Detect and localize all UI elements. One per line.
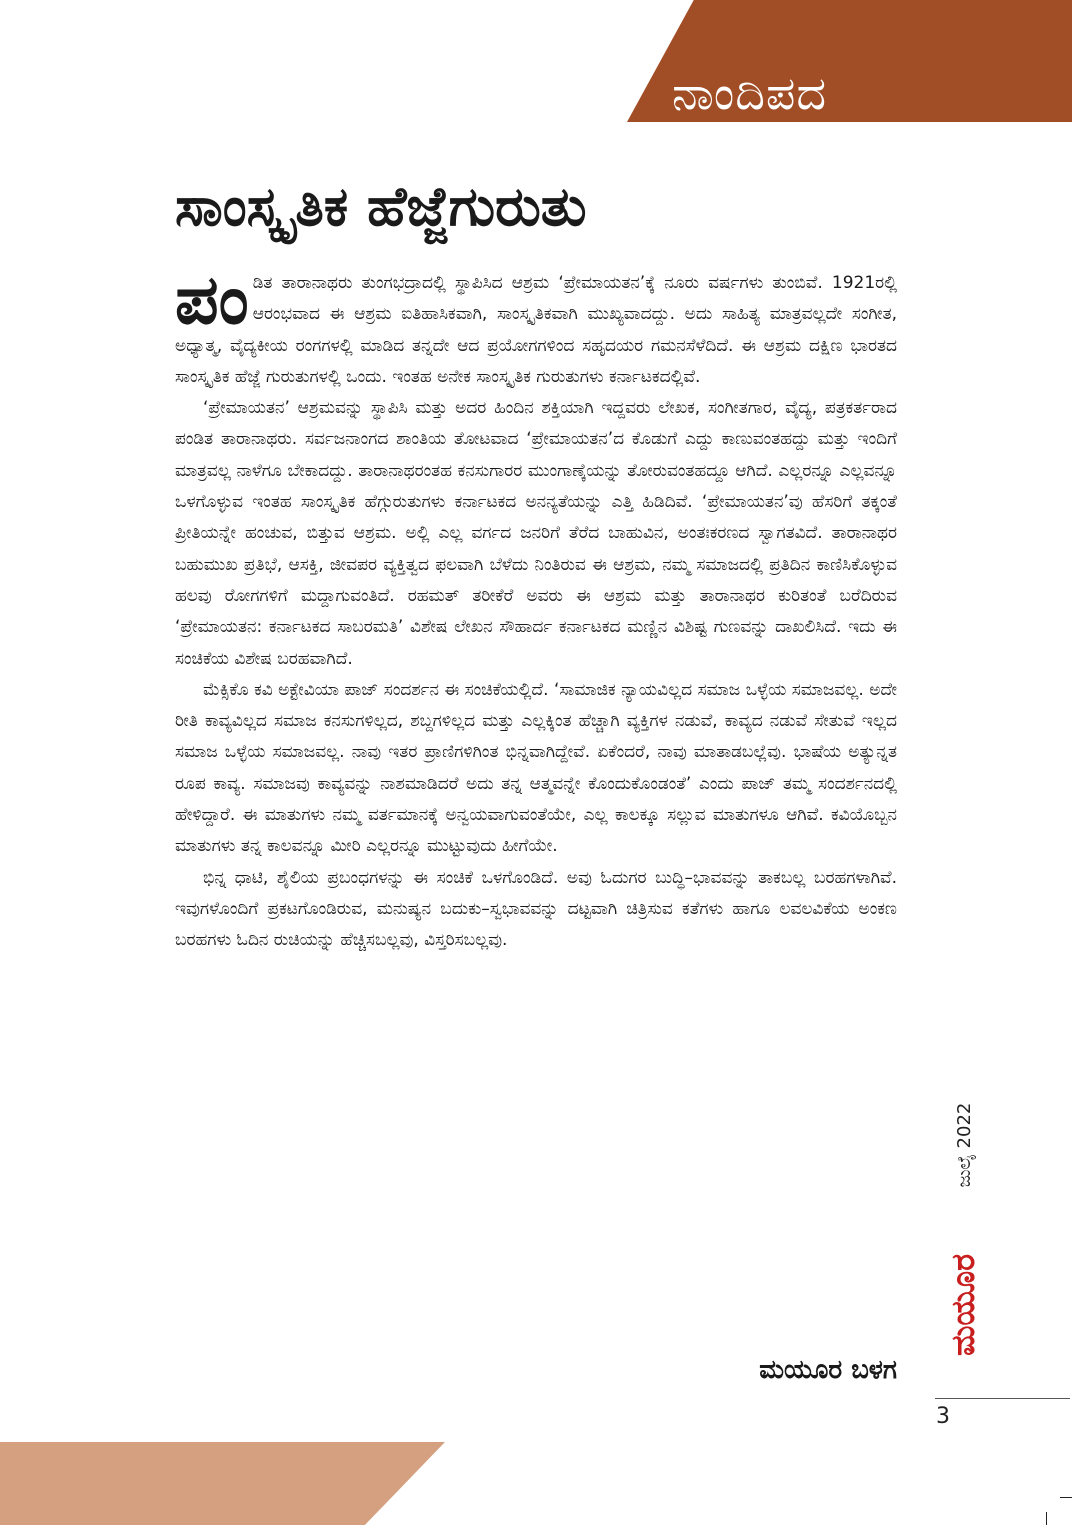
article-title: ಸಾಂಸ್ಕೃತಿಕ ಹೆಜ್ಜೆಗುರುತು xyxy=(175,175,587,238)
article-paragraph: ‘ಪ್ರೇಮಾಯತನ’ ಆಶ್ರಮವನ್ನು ಸ್ಥಾಪಿಸಿ ಮತ್ತು ಅದರ ಹಿಂದಿನ ಶಕ್ತಿಯಾಗಿ ಇದ್ದವರು ಲೇಖಕ, ಸಂಗೀತಗಾರ, ವೈದ್ಯ, ಪತ್ರಕರ್ತರಾದ ಪಂಡಿತ ತಾರಾನಾಥರು. ಸರ್ವಜನಾಂಗದ ಶಾಂತಿಯ ತೋಟವಾದ ‘ಪ್ರೇಮಾಯತನ’ದ ಕೊಡುಗೆ ಎದ್ದು ಕಾಣುವಂತಹದ್ದು ಮತ್ತು ಇಂದಿಗೆ ಮಾತ್ರವಲ್ಲ ನಾಳೆಗೂ ಬೇಕಾದದ್ದು. ತಾರಾನಾಥರಂತಹ ಕನಸುಗಾರರ ಮುಂಗಾಣ್ಕೆಯನ್ನು ತೋರುವಂತಹದ್ದೂ ಆಗಿದೆ. ಎಲ್ಲರನ್ನೂ ಎಲ್ಲವನ್ನೂ ಒಳಗೊಳ್ಳುವ ಇಂತಹ ಸಾಂಸ್ಕೃತಿಕ ಹೆಗ್ಗುರುತುಗಳು ಕರ್ನಾಟಕದ ಅನನ್ಯತೆಯನ್ನು ಎತ್ತಿ ಹಿಡಿದಿವೆ. ‘ಪ್ರೇಮಾಯತನ’ವು ಹೆಸರಿಗೆ ತಕ್ಕಂತೆ ಪ್ರೀತಿಯನ್ನೇ ಹಂಚುವ, ಬಿತ್ತುವ ಆಶ್ರಮ. ಅಲ್ಲಿ ಎಲ್ಲ ವರ್ಗದ ಜನರಿಗೆ ತೆರೆದ ಬಾಹುವಿನ, ಅಂತಃಕರಣದ ಸ್ವಾಗತವಿದೆ. ತಾರಾನಾಥರ ಬಹುಮುಖ ಪ್ರತಿಭೆ, ಆಸಕ್ತಿ, ಜೀವಪರ ವ್ಯಕ್ತಿತ್ವದ ಫಲವಾಗಿ ಬೆಳೆದು ನಿಂತಿರುವ ಈ ಆಶ್ರಮ, ನಮ್ಮ ಸಮಾಜದಲ್ಲಿ ಪ್ರತಿದಿನ ಕಾಣಿಸಿಕೊಳ್ಳುವ ಹಲವು ರೋಗಗಳಿಗೆ ಮದ್ದಾಗುವಂತಿದೆ. ರಹಮತ್ ತರೀಕೆರೆ ಅವರು ಈ ಆಶ್ರಮ ಮತ್ತು ತಾರಾನಾಥರ ಕುರಿತಂತೆ ಬರೆದಿರುವ ‘ಪ್ರೇಮಾಯತನ: ಕರ್ನಾಟಕದ ಸಾಬರಮತಿ’ ವಿಶೇಷ ಲೇಖನ ಸೌಹಾರ್ದ ಕರ್ನಾಟಕದ ಮಣ್ಣಿನ ವಿಶಿಷ್ಟ ಗುಣವನ್ನು ದಾಖಲಿಸಿದೆ. ಇದು ಈ ಸಂಚಿಕೆಯ ವಿಶೇಷ ಬರಹವಾಗಿದೆ. xyxy=(175,398,897,669)
article-paragraph: ಮೆಕ್ಸಿಕೊ ಕವಿ ಅಕ್ಟೇವಿಯಾ ಪಾಜ್ ಸಂದರ್ಶನ ಈ ಸಂಚಿಕೆಯಲ್ಲಿದೆ. ‘ಸಾಮಾಜಿಕ ನ್ಯಾಯವಿಲ್ಲದ ಸಮಾಜ ಒಳ್ಳೆಯ ಸಮಾಜವಲ್ಲ. ಅದೇ ರೀತಿ ಕಾವ್ಯವಿಲ್ಲದ ಸಮಾಜ ಕನಸುಗಳಿಲ್ಲದ, ಶಬ್ದಗಳಿಲ್ಲದ ಮತ್ತು ಎಲ್ಲಕ್ಕಿಂತ ಹೆಚ್ಚಾಗಿ ವ್ಯಕ್ತಿಗಳ ನಡುವೆ, ಕಾವ್ಯದ ನಡುವೆ ಸೇತುವೆ ಇಲ್ಲದ ಸಮಾಜ ಒಳ್ಳೆಯ ಸಮಾಜವಲ್ಲ. ನಾವು ಇತರ ಪ್ರಾಣಿಗಳಿಗಿಂತ ಭಿನ್ನವಾಗಿದ್ದೇವೆ. ಏಕೆಂದರೆ, ನಾವು ಮಾತಾಡಬಲ್ಲೆವು. ಭಾಷೆಯ ಅತ್ಯುನ್ನತ ರೂಪ ಕಾವ್ಯ. ಸಮಾಜವು ಕಾವ್ಯವನ್ನು ನಾಶಮಾಡಿದರೆ ಅದು ತನ್ನ ಆತ್ಮವನ್ನೇ ಕೊಂದುಕೊಂಡಂತೆ’ ಎಂದು ಪಾಜ್ ತಮ್ಮ ಸಂದರ್ಶನದಲ್ಲಿ ಹೇಳಿದ್ದಾರೆ. ಈ ಮಾತುಗಳು ನಮ್ಮ ವರ್ತಮಾನಕ್ಕೆ ಅನ್ವಯವಾಗುವಂತೆಯೇ, ಎಲ್ಲ ಕಾಲಕ್ಕೂ ಸಲ್ಲುವ ಮಾತುಗಳೂ ಆಗಿವೆ. ಕವಿಯೊಬ್ಬನ ಮಾತುಗಳು ತನ್ನ ಕಾಲವನ್ನೂ ಮೀರಿ ಎಲ್ಲರನ್ನೂ ಮುಟ್ಟುವುದು ಹೀಗೆಯೇ. xyxy=(175,679,897,857)
crop-mark-right-bottom xyxy=(1060,1497,1072,1498)
section-label: ನಾಂದಿಪದ xyxy=(672,66,828,120)
crop-mark-bottom-right xyxy=(1046,1512,1047,1525)
bottom-decorative-band xyxy=(0,1442,445,1525)
article-body xyxy=(175,261,897,957)
paragraph-text: ಡಿತ ತಾರಾನಾಥರು ತುಂಗಭದ್ರಾದಲ್ಲಿ ಸ್ಥಾಪಿಸಿದ ಆಶ್ರಮ ‘ಪ್ರೇಮಾಯತನ’ಕ್ಕೆ ನೂರು ವರ್ಷಗಳು ತುಂಬಿವೆ. 1921ರಲ್ಲಿ ಆರಂಭವಾದ ಈ ಆಶ್ರಮ ಐತಿಹಾಸಿಕವಾಗಿ, ಸಾಂಸ್ಕೃತಿಕವಾಗಿ ಮುಖ್ಯವಾದದ್ದು. ಅದು ಸಾಹಿತ್ಯ ಮಾತ್ರವಲ್ಲದೇ ಸಂಗೀತ, ಅಧ್ಯಾತ್ಮ, ವೈದ್ಯಕೀಯ ರಂಗಗಳಲ್ಲಿ ಮಾಡಿದ ತನ್ನದೇ ಆದ ಪ್ರಯೋಗಗಳಿಂದ ಸಹೃದಯರ ಗಮನಸೆಳೆದಿದೆ. ಈ ಆಶ್ರಮ ದಕ್ಷಿಣ ಭಾರತದ ಸಾಂಸ್ಕೃತಿಕ ಹೆಜ್ಜೆ ಗುರುತುಗಳಲ್ಲಿ ಒಂದು. ಇಂತಹ ಅನೇಕ ಸಾಂಸ್ಕೃತಿಕ ಗುರುತುಗಳು ಕರ್ನಾಟಕದಲ್ಲಿವೆ. xyxy=(175,273,897,387)
article-paragraph xyxy=(175,261,897,393)
footer-rule xyxy=(935,1398,1070,1399)
page-number: 3 xyxy=(936,1404,950,1429)
article-paragraph: ಭಿನ್ನ ಧಾಟಿ, ಶೈಲಿಯ ಪ್ರಬಂಧಗಳನ್ನು ಈ ಸಂಚಿಕೆ ಒಳಗೊಂಡಿದೆ. ಅವು ಓದುಗರ ಬುದ್ಧಿ–ಭಾವವನ್ನು ತಾಕಬಲ್ಲ ಬರಹಗಳಾಗಿವೆ. ಇವುಗಳೊಂದಿಗೆ ಪ್ರಕಟಗೊಂಡಿರುವ, ಮನುಷ್ಯನ ಬದುಕು–ಸ್ವಭಾವವನ್ನು ದಟ್ಟವಾಗಿ ಚಿತ್ರಿಸುವ ಕತೆಗಳು ಹಾಗೂ ಲವಲವಿಕೆಯ ಅಂಕಣ ಬರಹಗಳು ಓದಿನ ರುಚಿಯನ್ನು ಹೆಚ್ಚಿಸಬಲ್ಲವು, ವಿಸ್ತರಿಸಬಲ್ಲವು. xyxy=(175,867,897,951)
issue-date: ಜುಲೈ 2022 xyxy=(954,1102,975,1188)
magazine-name: ಮಯೂರ xyxy=(944,1253,982,1357)
drop-cap: ಪಂ xyxy=(175,261,249,340)
article-signature: ಮಯೂರ ಬಳಗ xyxy=(759,1355,897,1385)
